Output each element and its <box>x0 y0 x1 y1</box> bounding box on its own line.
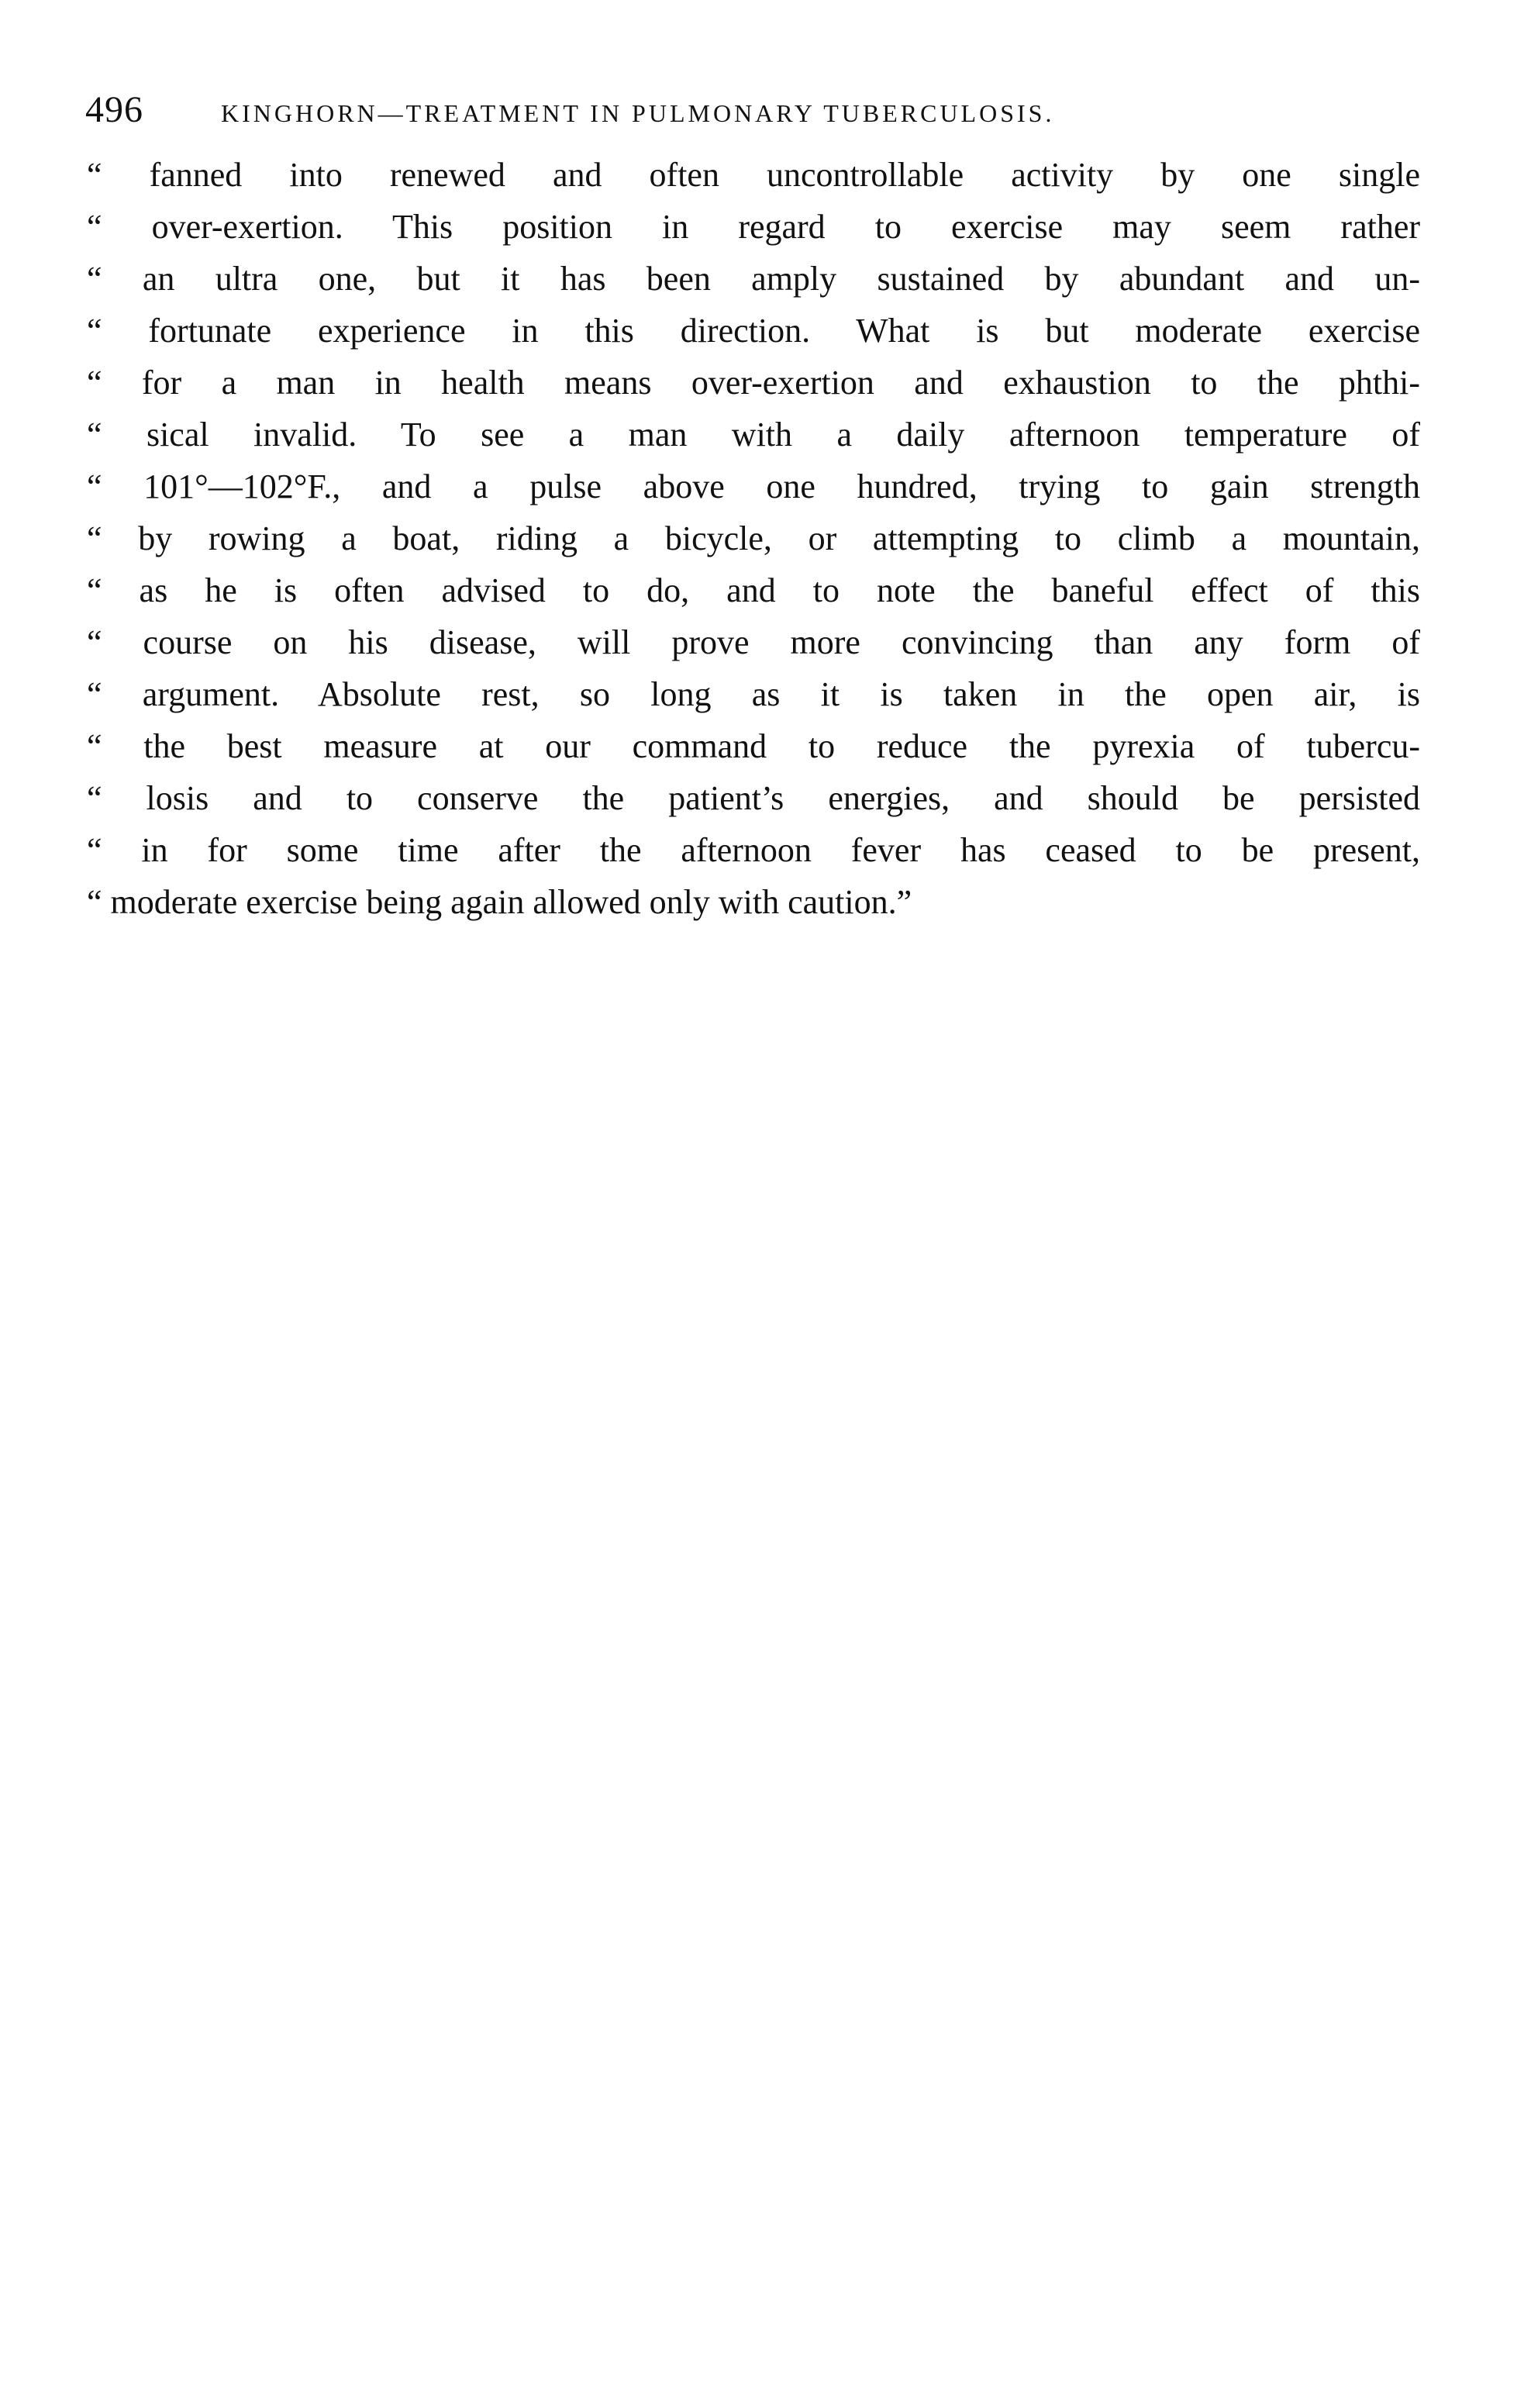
text-line: “ fortunate experience in this direction. What is but moderate exercise <box>87 312 1420 350</box>
text-line: “ losis and to conserve the patient’s energies, and should be persisted <box>87 779 1420 817</box>
text-line: “ over-exertion. This position in regard to exercise may seem rather <box>87 208 1420 246</box>
text-line: “ an ultra one, but it has been amply sustained by abundant and un- <box>87 260 1420 298</box>
text-line: “ by rowing a boat, riding a bicycle, or attempting to climb a mountain, <box>87 519 1420 557</box>
running-head <box>85 87 1434 133</box>
text-line: “ the best measure at our command to reduce the pyrexia of tubercu- <box>87 727 1420 765</box>
running-title: KINGHORN—TREATMENT IN PULMONARY TUBERCULOSIS. <box>221 99 1055 127</box>
text-line: “ 101°—102°F., and a pulse above one hundred, trying to gain strength <box>87 467 1420 505</box>
text-line: “ as he is often advised to do, and to note the baneful effect of this <box>87 571 1420 609</box>
text-line: “ in for some time after the afternoon fever has ceased to be present, <box>87 831 1420 869</box>
page-number: 496 <box>85 89 143 130</box>
text-line: “ fanned into renewed and often uncontrollable activity by one single <box>87 156 1420 194</box>
text-line: “ course on his disease, will prove more convincing than any form of <box>87 623 1420 661</box>
text-line: “ sical invalid. To see a man with a daily afternoon temperature of <box>87 416 1420 454</box>
body-text <box>87 149 1420 928</box>
text-line: “ argument. Absolute rest, so long as it is taken in the open air, is <box>87 675 1420 713</box>
text-line-last: “ moderate exercise being again allowed only with caution.” <box>87 883 912 921</box>
text-line: “ for a man in health means over-exertion and exhaustion to the phthi- <box>87 364 1420 402</box>
